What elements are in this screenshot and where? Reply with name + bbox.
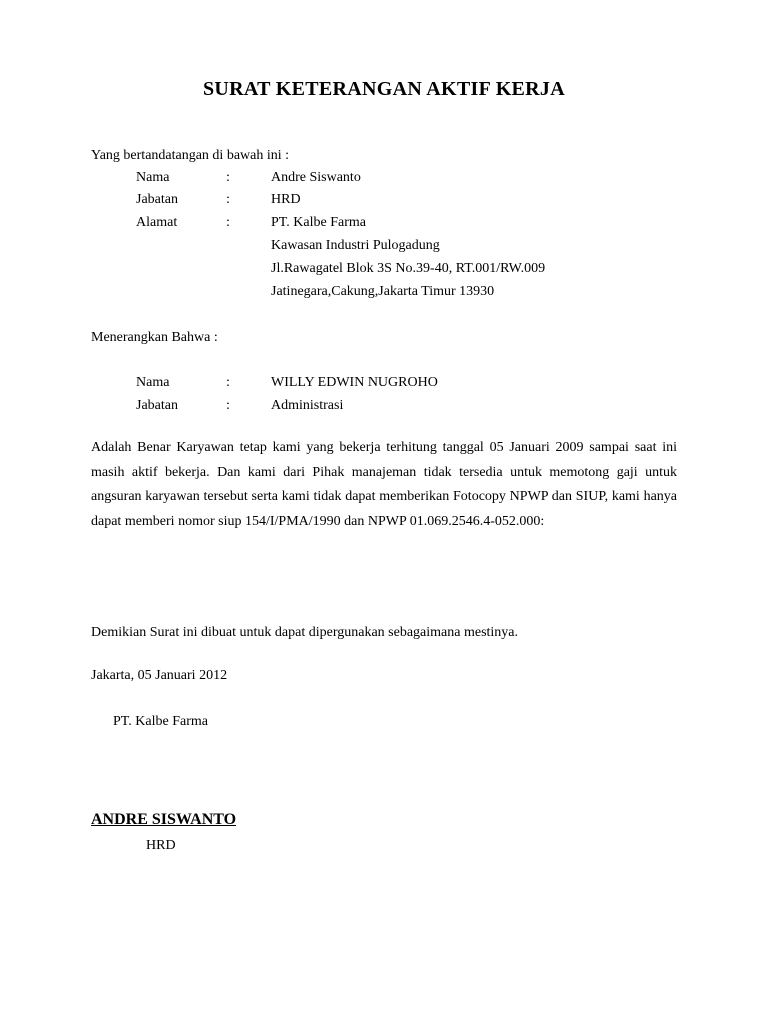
statement-intro: Menerangkan Bahwa : bbox=[91, 330, 218, 345]
place-date: Jakarta, 05 Januari 2012 bbox=[91, 668, 228, 683]
closing-text: Demikian Surat ini dibuat untuk dapat dipergunakan sebagaimana mestinya. bbox=[91, 625, 519, 640]
signatory-title: HRD bbox=[146, 838, 176, 853]
signer-jabatan-colon: : bbox=[226, 192, 230, 207]
employee-nama-label: Nama bbox=[136, 375, 170, 390]
employee-jabatan-label: Jabatan bbox=[136, 398, 178, 413]
signer-alamat-colon: : bbox=[226, 215, 230, 230]
employee-jabatan-value: Administrasi bbox=[271, 398, 344, 413]
signer-nama-colon: : bbox=[226, 170, 230, 185]
body-paragraph: Adalah Benar Karyawan tetap kami yang bekerja terhitung tanggal 05 Januari 2009 sampai saat ini masih aktif bekerja. Dan kami dari Pihak manajeman tidak tersedia untuk memotong gaji untuk angsuran karyawan tersebut serta kami tidak dapat memberikan Fotocopy NPWP dan SIUP, kami hanya dapat memberi nomor siup 154/I/PMA/1990 dan NPWP 01.069.2546.4-052.000: bbox=[91, 440, 677, 529]
signatory-name: ANDRE SISWANTO bbox=[91, 811, 237, 828]
signer-alamat-line: Kawasan Industri Pulogadung bbox=[271, 238, 440, 253]
signer-alamat-line: Jl.Rawagatel Blok 3S No.39-40, RT.001/RW.009 bbox=[271, 261, 546, 276]
employee-nama-value: WILLY EDWIN NUGROHO bbox=[271, 375, 438, 390]
signer-jabatan-value: HRD bbox=[271, 192, 301, 207]
signer-nama-value: Andre Siswanto bbox=[271, 170, 361, 185]
signer-alamat-label: Alamat bbox=[136, 215, 178, 230]
employee-jabatan-colon: : bbox=[226, 398, 230, 413]
employee-nama-colon: : bbox=[226, 375, 230, 390]
company-name: PT. Kalbe Farma bbox=[113, 714, 208, 729]
signer-jabatan-label: Jabatan bbox=[136, 192, 178, 207]
signer-alamat-line: Jatinegara,Cakung,Jakarta Timur 13930 bbox=[271, 284, 495, 299]
intro-text: Yang bertandatangan di bawah ini : bbox=[91, 148, 290, 163]
letter-title: SURAT KETERANGAN AKTIF KERJA bbox=[203, 78, 565, 100]
signer-nama-label: Nama bbox=[136, 170, 170, 185]
signer-alamat-line: PT. Kalbe Farma bbox=[271, 215, 366, 230]
